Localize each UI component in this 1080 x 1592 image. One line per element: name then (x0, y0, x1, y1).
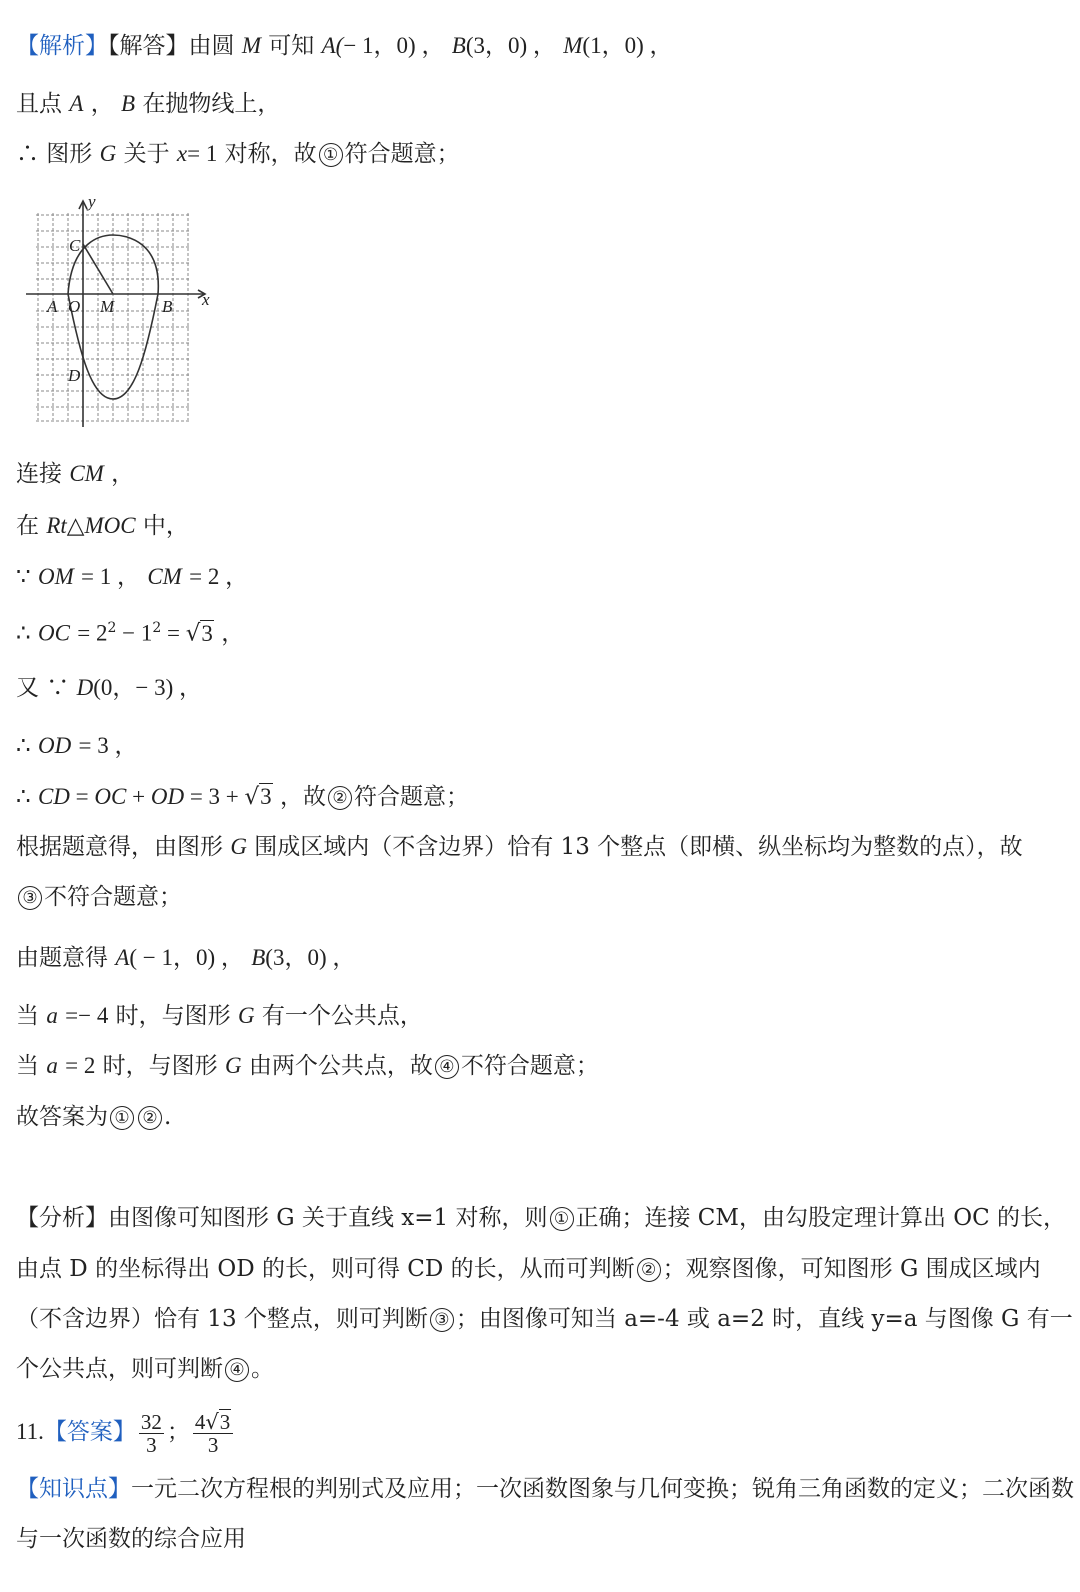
text: ， (90, 91, 114, 117)
sqrt-sign: √ (205, 1409, 219, 1434)
radicand: 3 (219, 1409, 231, 1434)
text: 且点 (16, 91, 62, 117)
math: M (563, 33, 583, 58)
math: (3，0) ， (265, 945, 356, 970)
text: 在抛物线上， (142, 91, 281, 117)
math: G (237, 1003, 255, 1028)
math: G (224, 1053, 242, 1078)
math: = 2 ， (189, 564, 249, 589)
text: ，故 (272, 784, 326, 810)
text: ∴ (16, 620, 31, 647)
math: − 1，0) ， (343, 33, 445, 58)
math: = 3 + (184, 784, 245, 809)
text: 由点 D 的坐标得出 OD 的长，则可得 CD 的长，从而可判断 (16, 1256, 635, 1282)
text: ； (166, 1419, 190, 1445)
text: 【解答】由圆 (108, 33, 235, 59)
math: M (241, 33, 261, 58)
numerator: 32 (140, 1409, 162, 1434)
y-label: y (88, 195, 96, 211)
fraction-2 (193, 1411, 233, 1456)
denominator: 3 (207, 1432, 219, 1457)
answer-line-6 (16, 561, 1072, 593)
coefficient: 4 (194, 1409, 206, 1434)
answer-line-2 (16, 88, 1072, 120)
math: (1，0) ， (582, 33, 673, 58)
knowledge-tag: 【知识点】 (16, 1476, 131, 1502)
q11-answer-line (16, 1408, 1072, 1456)
point-a-label: A (47, 297, 58, 316)
text: 时，与图形 (115, 1003, 231, 1029)
text: （不含边界）恰有 13 个整点，则可判断 (16, 1306, 428, 1332)
answer-line-12 (16, 881, 1072, 913)
text: 不符合题意； (460, 1053, 599, 1079)
math: OD (150, 784, 185, 809)
analysis-line-3 (16, 1303, 1072, 1335)
math: CM (147, 564, 182, 589)
x-label: x (202, 290, 210, 309)
text: 符合题意； (353, 784, 469, 810)
text: 当 (16, 1003, 39, 1029)
text: 可知 (268, 33, 315, 59)
answer-line-7 (16, 612, 1072, 650)
math: − 1 (116, 620, 153, 646)
text: 围成区域内（不含边界）恰有 13 个整点（即横、纵坐标均为整数的点），故 (254, 834, 1023, 860)
answer-line-14 (16, 1000, 1072, 1032)
text: 又 ∵ (16, 675, 70, 701)
text: ∴ (16, 784, 31, 810)
point-d-label: D (68, 366, 81, 385)
analysis-line-4 (16, 1353, 1072, 1385)
circled-number: ③ (18, 886, 42, 910)
answer-tag: 【答案】 (43, 1419, 136, 1445)
answer-line-9 (16, 730, 1072, 762)
math: △ (66, 513, 85, 538)
text: 连接 (16, 461, 62, 487)
question-number: 11. (16, 1419, 44, 1444)
math: OC (37, 620, 70, 646)
math: OM (37, 564, 74, 589)
analysis-line-1 (16, 1202, 1072, 1234)
math: = 2 (77, 620, 108, 646)
math: = (161, 620, 186, 646)
exponent: 2 (107, 620, 117, 636)
math: + (126, 784, 151, 809)
math: (3，0) ， (465, 33, 556, 58)
analysis-line-2 (16, 1253, 1072, 1285)
text: 由两个公共点，故 (248, 1053, 433, 1079)
math: a (46, 1003, 58, 1028)
circled-number: ② (328, 786, 352, 810)
circled-number: ① (550, 1207, 574, 1231)
math: a (46, 1053, 58, 1078)
text: 符合题意； (344, 141, 460, 167)
exponent: 2 (152, 620, 162, 636)
circled-number: ① (319, 143, 343, 167)
text: 正确；连接 CM，由勾股定理计算出 OC 的长， (575, 1205, 1067, 1231)
text: . (164, 1104, 172, 1130)
answer-line-13 (16, 942, 1072, 974)
text: 有一个公共点， (261, 1003, 423, 1029)
circled-number: ② (138, 1106, 162, 1130)
radicand: 3 (201, 620, 213, 646)
answer-line-4 (16, 458, 1072, 490)
text: 【分析】由图像可知图形 G 关于直线 x=1 对称，则 (16, 1205, 548, 1231)
point-b-label: B (162, 297, 173, 316)
math: = 1 (187, 141, 218, 166)
point-o-label: O (68, 297, 81, 316)
text: 中， (142, 513, 189, 539)
numerator (193, 1411, 233, 1434)
text: 由题意得 (16, 945, 108, 971)
text: ∴ 图形 (16, 141, 93, 167)
jiexi-tag: 【解析】 (16, 33, 108, 59)
text: ∴ (16, 733, 31, 759)
math: A( (321, 33, 344, 58)
math: A (115, 945, 130, 970)
math: B (121, 91, 136, 116)
fraction-1 (139, 1411, 164, 1456)
text: ∵ (16, 564, 31, 590)
answer-line-10 (16, 781, 1072, 813)
math: Rt (46, 513, 67, 538)
text: ， (213, 620, 245, 647)
answer-line-15 (16, 1050, 1072, 1082)
text: 一元二次方程根的判别式及应用；一次函数图象与几何变换；锐角三角函数的定义；二次函数 (131, 1476, 1074, 1502)
text: 不符合题意； (44, 884, 182, 910)
answer-line-5 (16, 510, 1072, 542)
sqrt-sign: √ (185, 620, 201, 647)
point-c-label: C (69, 236, 81, 255)
math: (0，− 3) ， (93, 675, 203, 700)
denominator: 3 (146, 1432, 157, 1457)
math: G (99, 141, 117, 166)
math: = 2 (65, 1053, 96, 1078)
circled-number: ③ (430, 1308, 454, 1332)
text: ；观察图像，可知图形 G 围成区域内 (662, 1256, 1041, 1282)
circled-number: ④ (435, 1055, 459, 1079)
circled-number: ② (637, 1258, 661, 1282)
text: 时，与图形 (102, 1053, 218, 1079)
circled-number: ① (110, 1106, 134, 1130)
text: 关于 (123, 141, 170, 167)
math: B (451, 33, 466, 58)
function-graph-figure (22, 195, 222, 430)
math: B (251, 945, 266, 970)
text: 个公共点，则可判断 (16, 1356, 223, 1382)
math: MOC (84, 513, 136, 538)
answer-line-11 (16, 831, 1072, 863)
circled-number: ④ (225, 1358, 249, 1382)
knowledge-line-1 (16, 1473, 1072, 1505)
math: CD (37, 784, 70, 809)
text: ；由图像可知当 a=-4 或 a=2 时，直线 y=a 与图像 G 有一 (455, 1306, 1073, 1332)
text: 在 (16, 513, 39, 539)
math: = 3 ， (78, 733, 138, 758)
segment-cm (83, 244, 113, 294)
text: 与一次函数的综合应用 (16, 1526, 246, 1552)
text: 对称，故 (224, 141, 317, 167)
text: 。 (251, 1356, 274, 1382)
text: 当 (16, 1053, 39, 1079)
math: OD (37, 733, 72, 758)
grid (36, 213, 190, 421)
text: ， (111, 461, 135, 487)
point-m-label: M (100, 297, 115, 316)
math: A (69, 91, 84, 116)
math: ( − 1，0) ， (129, 945, 244, 970)
sqrt-sign: √ (244, 784, 260, 810)
answer-line-3 (16, 138, 1072, 170)
radicand: 3 (260, 784, 272, 809)
math: = 1 ， (81, 564, 141, 589)
math: = (69, 784, 95, 809)
math: =− 4 (65, 1003, 109, 1028)
math: x (176, 141, 188, 166)
math: G (230, 834, 247, 859)
answer-line-16 (16, 1101, 1072, 1133)
answer-line-8 (16, 672, 1072, 704)
answer-line-1 (16, 30, 1072, 62)
math: OC (94, 784, 127, 809)
text: 根据题意得，由图形 (16, 834, 223, 860)
text: 故答案为 (16, 1104, 108, 1130)
math: CM (69, 461, 104, 486)
math: D (76, 675, 94, 700)
knowledge-line-2 (16, 1523, 1072, 1555)
